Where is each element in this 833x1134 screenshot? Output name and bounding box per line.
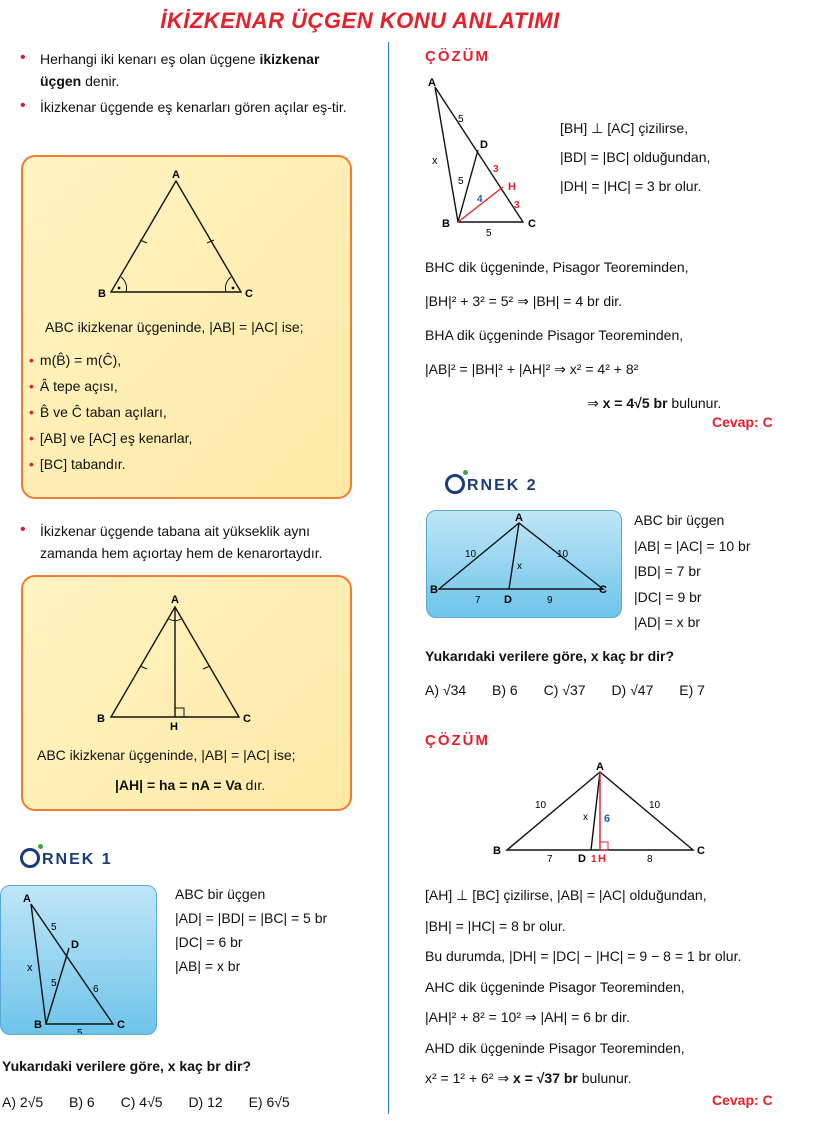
svg-text:5: 5 <box>77 1028 83 1034</box>
option-b[interactable]: B) 6 <box>492 682 518 698</box>
svg-text:B: B <box>34 1019 42 1031</box>
svg-text:7: 7 <box>475 595 481 606</box>
page-title: İKİZKENAR ÜÇGEN KONU ANLATIMI <box>160 8 560 33</box>
svg-text:C: C <box>528 218 536 230</box>
option-d[interactable]: D) √47 <box>611 682 654 698</box>
column-divider <box>388 42 389 1114</box>
box2-statement: ABC ikizkenar üçgeninde, |AB| = |AC| ise; <box>37 747 296 763</box>
cozum2-heading: ÇÖZÜM <box>425 732 490 749</box>
vertex-b: B <box>97 713 105 725</box>
svg-text:5: 5 <box>458 114 464 125</box>
bullet-altitude <box>20 520 360 564</box>
ornek2-heading: RNEK 2 <box>445 474 538 495</box>
svg-text:10: 10 <box>465 549 477 560</box>
cozum1-heading: ÇÖZÜM <box>425 48 490 65</box>
svg-text:B: B <box>493 845 501 857</box>
definition-box-1 <box>21 155 352 499</box>
svg-text:8: 8 <box>647 854 653 865</box>
cozum1-figure <box>420 72 560 244</box>
svg-text:7: 7 <box>547 854 553 865</box>
ornek1-triangle-figure <box>1 886 156 1034</box>
cozum1-steps: BHC dik üçgeninde, Pisagor Teoreminden, |BH|² + 3² = 5² ⇒ |BH| = 4 br dir. BHA dik üçgeninde Pisagor Teoreminden, |AB|² = |BH|² + |AH|² ⇒ x² = 4² + 8² ⇒ x = 4√5 br bulunur. <box>425 259 722 411</box>
option-c[interactable]: C) 4√5 <box>120 1094 163 1110</box>
svg-text:5: 5 <box>51 978 57 989</box>
svg-text:A: A <box>23 893 31 905</box>
intro-text-2: İkizkenar üçgende eş kenarları gören açılar eş-tir. <box>40 99 347 115</box>
vertex-a: A <box>172 169 180 181</box>
svg-text:A: A <box>515 512 523 524</box>
ornek1-options <box>2 1094 312 1110</box>
vertex-h: H <box>170 721 178 733</box>
bullet-icon: • <box>20 521 26 538</box>
svg-text:B: B <box>430 584 438 596</box>
intro-bullet-2 <box>20 96 360 118</box>
svg-text:A: A <box>428 77 436 89</box>
ornek-logo-icon <box>20 848 40 868</box>
svg-text:5: 5 <box>486 228 492 239</box>
vertex-a: A <box>171 594 179 606</box>
intro-text: Herhangi iki kenarı eş olan üçgene <box>40 51 256 67</box>
svg-text:6: 6 <box>93 984 99 995</box>
svg-text:D: D <box>504 594 512 606</box>
svg-text:5: 5 <box>51 922 57 933</box>
vertex-c: C <box>245 288 253 300</box>
ornek2-options <box>425 682 727 698</box>
ornek-logo-icon <box>445 474 465 494</box>
intro-bold: ikizkenar üçgen <box>40 51 320 89</box>
svg-text:3: 3 <box>514 200 520 211</box>
ornek1-heading: RNEK 1 <box>20 848 113 869</box>
definition-box-2 <box>21 575 352 811</box>
vertex-b: B <box>98 288 106 300</box>
svg-text:9: 9 <box>547 595 553 606</box>
box1-item: • [BC] tabandır. <box>29 456 126 472</box>
option-e[interactable]: E) 6√5 <box>248 1094 290 1110</box>
svg-text:C: C <box>697 845 705 857</box>
ornek1-given: ABC bir üçgen |AD| = |BD| = |BC| = 5 br |DC| = 6 br |AB| = x br <box>175 886 328 974</box>
option-c[interactable]: C) √37 <box>543 682 586 698</box>
svg-text:D: D <box>71 939 79 951</box>
bullet-icon: • <box>20 97 26 114</box>
svg-text:10: 10 <box>649 800 661 811</box>
svg-text:C: C <box>117 1019 125 1031</box>
intro-text-end: denir. <box>85 73 120 89</box>
cozum1-side-notes: [BH] ⊥ [AC] çizilirse, |BD| = |BC| olduğundan, |DH| = |HC| = 3 br olur. <box>560 120 711 194</box>
option-b[interactable]: B) 6 <box>69 1094 95 1110</box>
box1-item: • m(B̂) = m(Ĉ), <box>29 352 122 368</box>
cozum1-answer: Cevap: C <box>712 414 773 430</box>
svg-text:D: D <box>578 853 586 865</box>
box2-formula: |AH| = ha = nA = Va dır. <box>115 777 266 793</box>
altitude-triangle-figure <box>23 577 350 737</box>
svg-text:x: x <box>432 155 438 167</box>
box1-item: • [AB] ve [AC] eş kenarlar, <box>29 430 193 446</box>
svg-text:x: x <box>583 812 588 823</box>
cozum2-steps: [AH] ⊥ [BC] çizilirse, |AB| = |AC| olduğundan, |BH| = |HC| = 8 br olur. Bu durumda, |DH| = |DC| − |HC| = 9 − 8 = 1 br olur. AHC dik üçgeninde Pisagor Teoreminden, |AH|² + 8² = 10² ⇒ |AH| = 6 br dir. AHD dik üçgeninde Pisagor Teoreminden, x² = 1² + 6² ⇒ x = √37 br bulunur. <box>425 887 742 1086</box>
ornek2-given: ABC bir üçgen |AB| = |AC| = 10 br |BD| = 7 br |DC| = 9 br |AD| = x br <box>634 512 751 630</box>
ornek1-figure-box <box>0 885 157 1035</box>
option-a[interactable]: A) √34 <box>425 682 467 698</box>
bullet3-text: İkizkenar üçgende tabana ait yükseklik aynı zamanda hem açıortay hem de kenarortaydır. <box>40 523 323 561</box>
svg-text:H: H <box>508 181 516 193</box>
svg-text:4: 4 <box>477 194 483 205</box>
bullet-icon: • <box>20 49 26 66</box>
svg-text:x: x <box>517 561 522 572</box>
cozum2-answer: Cevap: C <box>712 1092 773 1108</box>
svg-text:A: A <box>596 761 604 773</box>
svg-text:5: 5 <box>458 176 464 187</box>
intro-bullet-1 <box>20 48 360 92</box>
ornek1-question: Yukarıdaki verilere göre, x kaç br dir? <box>2 1058 252 1074</box>
svg-text:3: 3 <box>493 164 499 175</box>
box1-item: • Â tepe açısı, <box>29 378 118 394</box>
svg-text:10: 10 <box>535 800 547 811</box>
svg-text:6: 6 <box>604 813 611 825</box>
ornek2-figure-box <box>426 510 622 618</box>
svg-text:C: C <box>599 584 607 596</box>
box1-item: • B̂ ve Ĉ taban açıları, <box>29 404 167 420</box>
ornek2-question: Yukarıdaki verilere göre, x kaç br dir? <box>425 648 675 664</box>
option-d[interactable]: D) 12 <box>188 1094 223 1110</box>
isosceles-triangle-figure <box>23 157 350 317</box>
vertex-c: C <box>243 713 251 725</box>
svg-text:B: B <box>442 218 450 230</box>
ornek2-triangle-figure <box>427 511 621 617</box>
svg-text:10: 10 <box>557 549 569 560</box>
svg-text:1: 1 <box>591 854 597 865</box>
option-a[interactable]: A) 2√5 <box>2 1094 44 1110</box>
svg-text:D: D <box>480 139 488 151</box>
cozum2-figure <box>485 758 715 870</box>
svg-text:H: H <box>598 853 606 865</box>
box1-statement: ABC ikizkenar üçgeninde, |AB| = |AC| ise; <box>45 319 304 335</box>
option-e[interactable]: E) 7 <box>679 682 705 698</box>
svg-text:x: x <box>27 962 33 974</box>
